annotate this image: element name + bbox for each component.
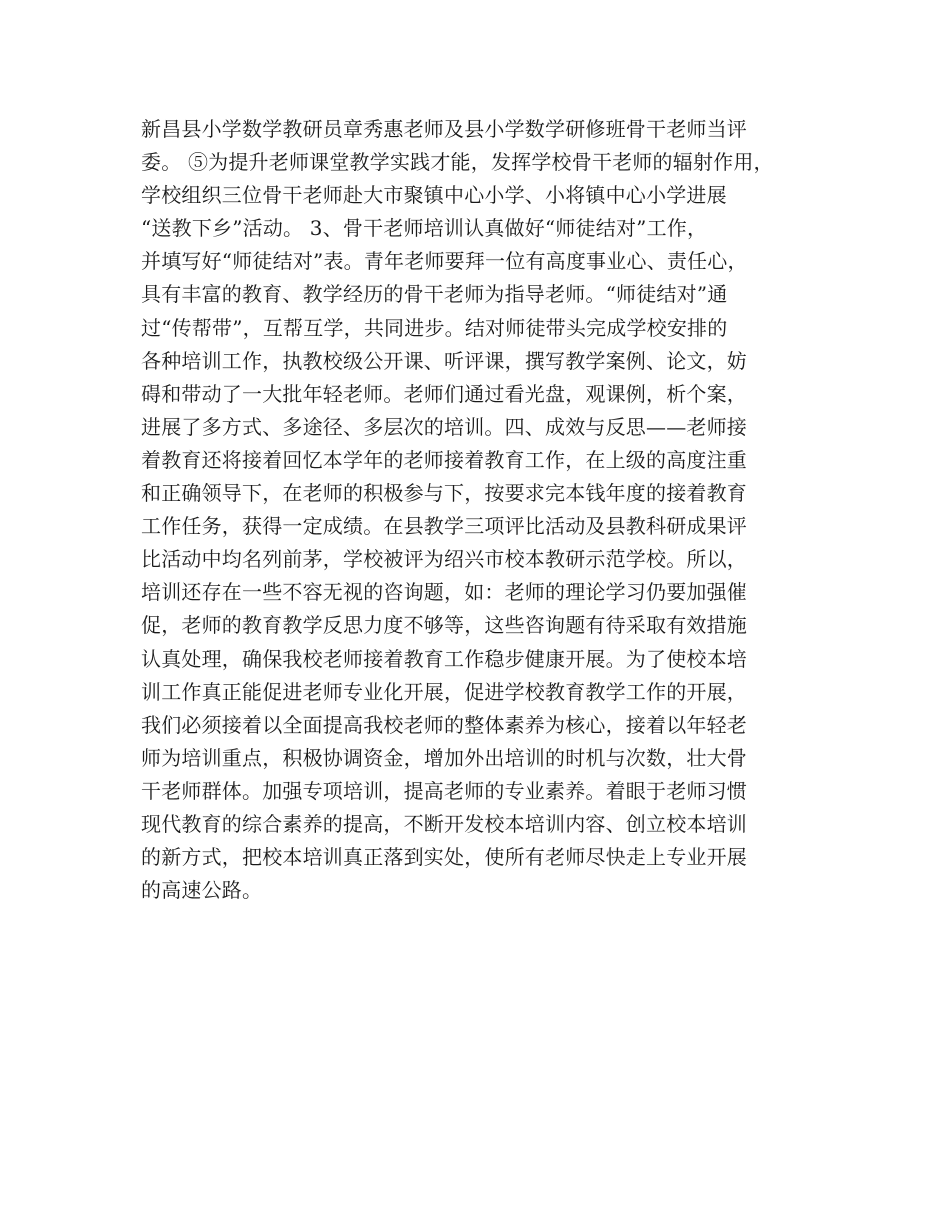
body-text	[141, 113, 841, 907]
text-line: 我们必须接着以全面提高我校老师的整体素养为核心，接着以年轻老	[141, 712, 747, 737]
text-line: 工作任务，获得一定成绩。在县教学三项评比活动及县教科研成果评	[141, 514, 747, 539]
text-line: 的高速公路。	[141, 878, 263, 903]
text-line: 过“传帮带”，互帮互学，共同进步。结对师徒带头完成学校安排的	[141, 315, 728, 340]
text-line: 并填写好“师徒结对”表。青年老师要拜一位有高度事业心、责任心，	[141, 249, 748, 274]
text-line: 新昌县小学数学教研员章秀惠老师及县小学数学研修班骨干老师当评	[141, 117, 747, 141]
text-line: 具有丰富的教育、教学经历的骨干老师为指导老师。“师徒结对”通	[141, 282, 728, 307]
text-line: 碍和带动了一大批年轻老师。老师们通过看光盘，观课例，析个案，	[141, 381, 747, 406]
text-line: 各种培训工作，执教校级公开课、听评课，撰写教学案例、论文，妨	[141, 348, 747, 373]
text-line: 现代教育的综合素养的提高，不断开发校本培训内容、创立校本培训	[141, 811, 747, 836]
text-line: 学校组织三位骨干老师赴大市聚镇中心小学、小将镇中心小学进展	[141, 183, 727, 208]
text-line: 师为培训重点，积极协调资金，增加外出培训的时机与次数，壮大骨	[141, 745, 747, 770]
text-line: 进展了多方式、多途径、多层次的培训。四、成效与反思——老师接	[141, 414, 747, 439]
text-line: 着教育还将接着回忆本学年的老师接着教育工作，在上级的高度注重	[141, 447, 747, 472]
text-line: 比活动中均名列前茅，学校被评为绍兴市校本教研示范学校。所以，	[141, 547, 747, 572]
text-line: 认真处理，确保我校老师接着教育工作稳步健康开展。为了使校本培	[141, 646, 747, 671]
text-line: 的新方式，把校本培训真正落到实处，使所有老师尽快走上专业开展	[141, 845, 747, 870]
text-line: 训工作真正能促进老师专业化开展，促进学校教育教学工作的开展，	[141, 679, 747, 704]
text-line: “送教下乡”活动。 3、骨干老师培训认真做好“师徒结对”工作，	[141, 216, 708, 241]
text-line: 和正确领导下，在老师的积极参与下，按要求完本钱年度的接着教育	[141, 481, 747, 506]
text-line: 培训还存在一些不容无视的咨询题，如：老师的理论学习仍要加强催	[141, 580, 747, 605]
text-line: 干老师群体。加强专项培训，提高老师的专业素养。着眼于老师习惯	[141, 778, 747, 803]
text-line: 委。 ⑤为提升老师课堂教学实践才能，发挥学校骨干老师的辐射作用，	[141, 150, 774, 175]
text-line: 促，老师的教育教学反思力度不够等，这些咨询题有待采取有效措施	[141, 613, 747, 638]
